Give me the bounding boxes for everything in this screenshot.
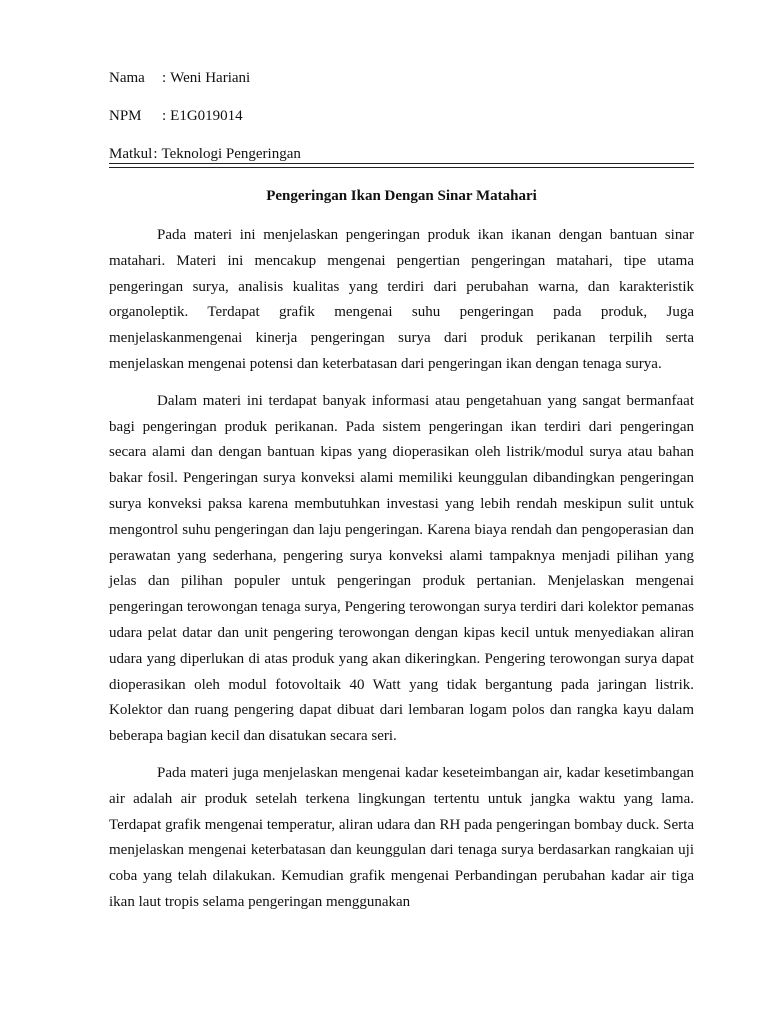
npm-value: E1G019014 bbox=[170, 108, 243, 124]
header-rule-bottom bbox=[109, 167, 694, 168]
matkul-label: Matkul bbox=[109, 146, 153, 162]
matkul-row bbox=[109, 144, 301, 164]
paragraph-2: Dalam materi ini terdapat banyak informasi atau pengetahuan yang sangat bermanfaat bagi pengeringan produk perikanan. Pada sistem pengeringan ikan terdiri dari pengeringan secara alami dan dengan bantuan kipas yang dioperasikan oleh listrik/modul surya atau bahan bakar fosil. Pengeringan surya konveksi alami memiliki keunggulan dibandingkan pengeringan surya konveksi paksa karena membutuhkan investasi yang lebih rendah meskipun sulit untuk mengontrol suhu pengeringan dan laju pengeringan. Karena biaya rendah dan pengoperasian dan perawatan yang sederhana, pengering surya konveksi alami tampaknya menjadi pilihan yang jelas dan pilihan populer untuk pengeringan produk pertanian. Menjelaskan mengenai pengeringan terowongan tenaga surya, Pengering terowongan surya terdiri dari kolektor pemanas udara pelat datar dan unit pengering terowongan dengan kipas kecil untuk menyediakan aliran udara yang diperlukan di atas produk yang akan dikeringkan. Pengering terowongan surya dapat dioperasikan oleh modul fotovoltaik 40 Watt yang tidak bergantung pada jaringan listrik. Kolektor dan ruang pengering dapat dibuat dari lembaran logam polos dan rangka kayu dalam beberapa bagian kecil dan disatukan secara seri. bbox=[109, 392, 694, 745]
npm-colon: : bbox=[162, 108, 167, 124]
document-title: Pengeringan Ikan Dengan Sinar Matahari bbox=[266, 188, 537, 204]
paragraph-1: Pada materi ini menjelaskan pengeringan produk ikan ikanan dengan bantuan sinar matahari. Materi ini mencakup mengenai pengertian pengeringan matahari, tipe utama pengeringan surya, analisis kualitas yang terdiri dari perubahan warna, dan karakteristik organoleptik. Terdapat grafik mengenai suhu pengeringan pada produk, Juga menjelaskanmengenai kinerja pengeringan surya dari produk perikanan terpilih serta menjelaskan mengenai potensi dan keterbatasan dari pengeringan ikan dengan tenaga surya. bbox=[109, 227, 694, 372]
paragraph-3: Pada materi juga menjelaskan mengenai kadar keseteimbangan air, kadar kesetimbangan air adalah air produk setelah terkena lingkungan tertentu untuk jangka waktu yang lama. Terdapat grafik mengenai temperatur, aliran udara dan RH pada pengeringan bombay duck. Serta menjelaskan mengenai keterbatasan dan keunggulan dari tenaga surya berdasarkan rangkaian uji coba yang telah dilakukan. Kemudian grafik mengenai Perbandingan perubahan kadar air tiga ikan laut tropis selama pengeringan menggunakan bbox=[109, 764, 694, 910]
header-rule-top bbox=[109, 163, 694, 164]
npm-label: NPM bbox=[109, 108, 142, 124]
nama-row bbox=[109, 68, 250, 88]
nama-colon: : bbox=[162, 70, 167, 86]
nama-label: Nama bbox=[109, 70, 145, 86]
nama-value: Weni Hariani bbox=[170, 70, 251, 86]
matkul-colon: : bbox=[153, 146, 158, 162]
matkul-value: Teknologi Pengeringan bbox=[161, 146, 301, 162]
document-body bbox=[109, 223, 694, 927]
npm-row bbox=[109, 106, 243, 126]
